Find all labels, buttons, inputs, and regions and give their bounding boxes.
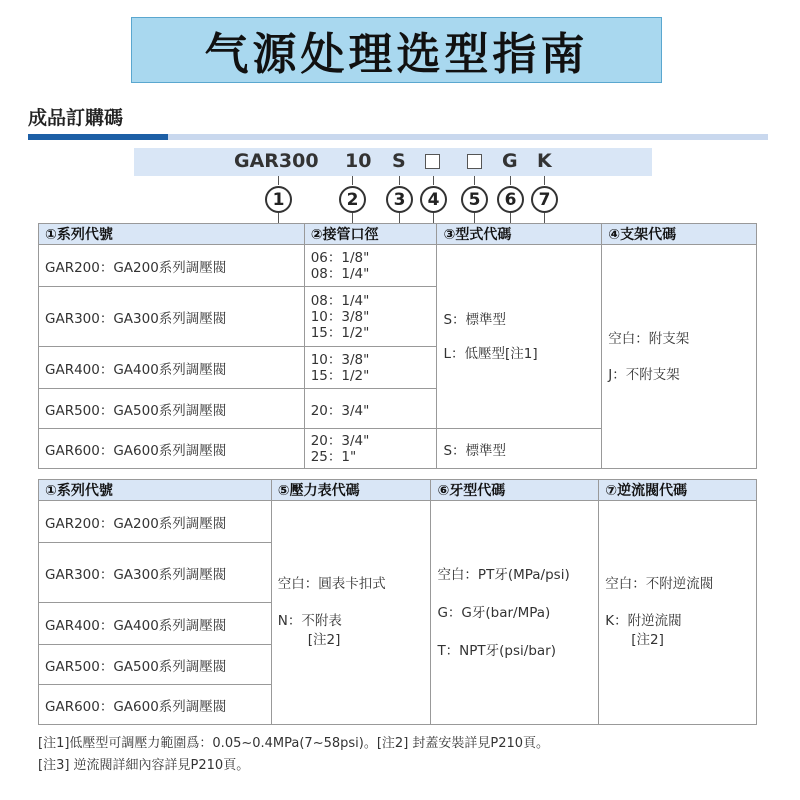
header-type: ③型式代碼 bbox=[437, 224, 602, 245]
leader-line bbox=[510, 213, 511, 223]
header-bracket: ④支架代碼 bbox=[602, 224, 757, 245]
series-cell: GAR300：GA300系列調壓閥 bbox=[39, 543, 272, 603]
leader-line bbox=[544, 213, 545, 223]
series-cell: GAR500：GA500系列調壓閥 bbox=[39, 645, 272, 685]
series-cell: GAR300：GA300系列調壓閥 bbox=[39, 287, 305, 347]
gauge-cell: 空白：圓表卡扣式 N：不附表 [注2] bbox=[271, 501, 431, 725]
check-cell: 空白：不附逆流閥 K：附逆流閥 [注2] bbox=[599, 501, 757, 725]
marker-2: 2 bbox=[339, 186, 366, 213]
code-thread-box bbox=[467, 154, 482, 169]
banner-title: 气源处理选型指南 bbox=[131, 17, 662, 83]
leader-line bbox=[510, 176, 511, 185]
leader-line bbox=[399, 213, 400, 223]
series-cell: GAR400：GA400系列調壓閥 bbox=[39, 603, 272, 645]
port-cell: 06：1/8" 08：1/4" bbox=[304, 245, 437, 287]
leader-line bbox=[352, 213, 353, 223]
header-thread: ⑥牙型代碼 bbox=[431, 480, 599, 501]
series-cell: GAR200：GA200系列調壓閥 bbox=[39, 501, 272, 543]
series-cell: GAR200：GA200系列調壓閥 bbox=[39, 245, 305, 287]
code-gauge-box bbox=[425, 154, 440, 169]
leader-line bbox=[278, 176, 279, 185]
spec-table-2 bbox=[38, 479, 757, 725]
header-gauge: ⑤壓力表代碼 bbox=[271, 480, 431, 501]
type-cell-last: S：標準型 bbox=[437, 429, 602, 469]
marker-3: 3 bbox=[386, 186, 413, 213]
footnote-1: [注1]低壓型可調壓力範圍爲：0.05~0.4MPa(7~58psi)。[注2] 封蓋安裝詳見P210頁。 bbox=[38, 736, 550, 751]
code-model: GAR300 bbox=[234, 150, 319, 172]
type-cell: S：標準型 L：低壓型[注1] bbox=[437, 245, 602, 429]
code-thread: G bbox=[502, 150, 518, 172]
port-cell: 08：1/4" 10：3/8" 15：1/2" bbox=[304, 287, 437, 347]
spec-table-1 bbox=[38, 223, 757, 469]
section-rule-light bbox=[168, 134, 768, 140]
header-port: ②接管口徑 bbox=[304, 224, 437, 245]
series-cell: GAR400：GA400系列調壓閥 bbox=[39, 347, 305, 389]
section-rule bbox=[28, 134, 168, 140]
marker-1: 1 bbox=[265, 186, 292, 213]
footnote-2: [注3] 逆流閥詳細內容詳見P210頁。 bbox=[38, 758, 250, 773]
marker-4: 4 bbox=[420, 186, 447, 213]
code-type: S bbox=[392, 150, 406, 172]
order-code-bar bbox=[134, 148, 652, 176]
marker-5: 5 bbox=[461, 186, 488, 213]
leader-line bbox=[474, 176, 475, 185]
footnotes bbox=[38, 733, 549, 777]
port-cell: 20：3/4" bbox=[304, 389, 437, 429]
series-cell: GAR600：GA600系列調壓閥 bbox=[39, 429, 305, 469]
port-cell: 20：3/4" 25：1" bbox=[304, 429, 437, 469]
header-series: ①系列代號 bbox=[39, 480, 272, 501]
section-title: 成品訂購碼 bbox=[28, 107, 124, 129]
code-check: K bbox=[537, 150, 552, 172]
leader-line bbox=[544, 176, 545, 185]
leader-line bbox=[474, 213, 475, 223]
marker-6: 6 bbox=[497, 186, 524, 213]
thread-cell: 空白：PT牙(MPa/psi) G：G牙(bar/MPa) T：NPT牙(psi/bar) bbox=[431, 501, 599, 725]
marker-7: 7 bbox=[531, 186, 558, 213]
header-check: ⑦逆流閥代碼 bbox=[599, 480, 757, 501]
bracket-cell: 空白：附支架 J：不附支架 bbox=[602, 245, 757, 469]
series-cell: GAR600：GA600系列調壓閥 bbox=[39, 685, 272, 725]
leader-line bbox=[433, 176, 434, 185]
leader-line bbox=[433, 213, 434, 223]
code-port: 10 bbox=[345, 150, 372, 172]
series-cell: GAR500：GA500系列調壓閥 bbox=[39, 389, 305, 429]
leader-line bbox=[399, 176, 400, 185]
leader-line bbox=[278, 213, 279, 223]
port-cell: 10：3/8" 15：1/2" bbox=[304, 347, 437, 389]
leader-line bbox=[352, 176, 353, 185]
header-series: ①系列代號 bbox=[39, 224, 305, 245]
